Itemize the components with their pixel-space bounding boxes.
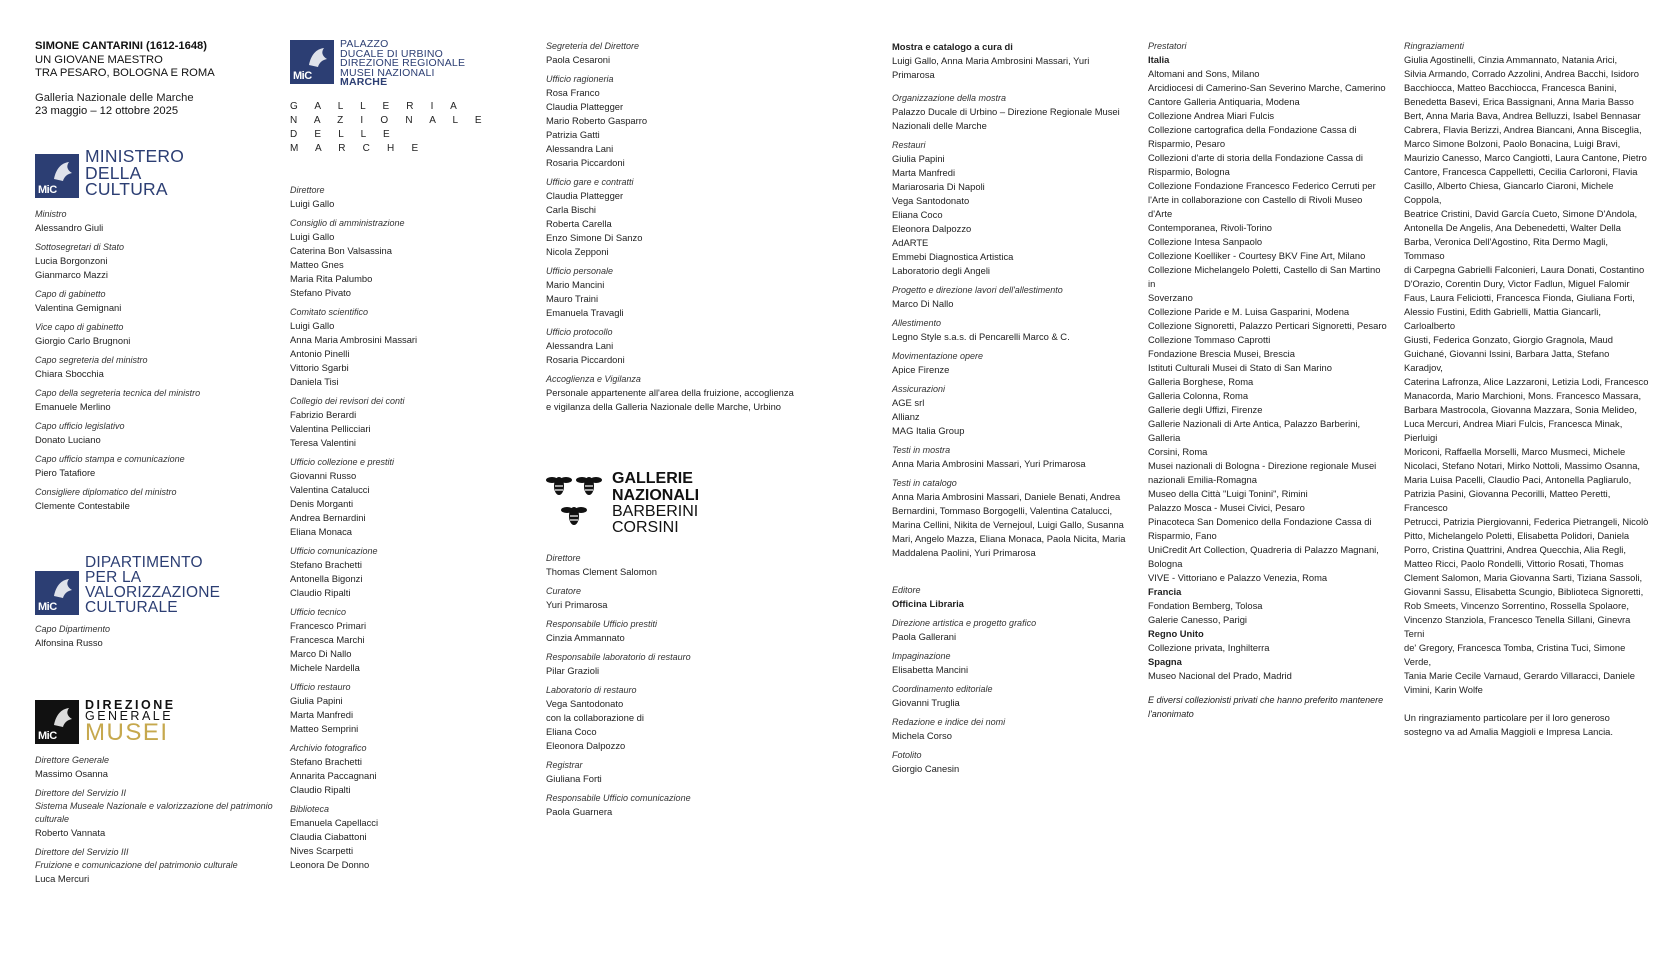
- credit-names: Piero Tatafiore: [35, 466, 96, 478]
- credit-role: Ministro: [35, 208, 67, 219]
- dgm-credits: [35, 754, 275, 886]
- credit-role: Ufficio ragioneria: [546, 74, 614, 84]
- lenders-list: Altomani and Sons, Milano Arcidiocesi di Camerino-San Severino Marche, Camerino Cantore Galleria Antiquaria, Modena Collezione Andrea Miari Fulcis Collezione cartografica della Fondazione Cassa di Risparmio, Pesaro Collezioni d'arte di storia della Fondazione Cassa di Risparmio, Bologna Collezione Fondazione Francesco Federico Cerruti per l'Arte in collaborazione con Castello di Rivoli Museo d'Arte Contemporanea, Rivoli-Torino Collezione Intesa Sanpaolo Collezione Koelliker - Courtesy BKV Fine Art, Milano Collezione Michelangelo Poletti, Castello di San Martino in Soverzano Collezione Paride e M. Luisa Gasparini, Modena Collezione Signoretti, Palazzo Perticari Signoretti, Pesaro Collezione Tommaso Caprotti Fondazione Brescia Musei, Brescia Istituti Culturali Musei di Stato di San Marino Galleria Borghese, Roma Galleria Colonna, Roma Gallerie degli Uffizi, Firenze Gallerie Nazionali di Arte Antica, Palazzo Barberini, Galleria Corsini, Roma Musei nazionali di Bologna - Direzione regionale Musei nazionali Emilia-Romagna Museo della Città "Luigi Tonini", Rimini Palazzo Mosca - Musei Civici, Pesaro Pinacoteca San Domenico della Fondazione Cassa di Risparmio, Fano UniCredit Art Collection, Quadreria di Palazzo Magnani, Bologna VIVE - Vittoriano e Palazzo Venezia, Roma: [1148, 68, 1387, 583]
- gallerie-nazionali-logo: [546, 470, 806, 536]
- credit-names: Luigi Gallo Anna Maria Ambrosini Massari Antonio Pinelli Vittorio Sgarbi Daniela Tisi: [290, 319, 418, 387]
- credit-role: Redazione e indice dei nomi: [892, 717, 1006, 727]
- direzione-generale-musei-logo: [35, 697, 275, 746]
- credit-names: Giorgio Carlo Brugnoni: [35, 334, 131, 346]
- logo-word: PALAZZO: [340, 38, 389, 50]
- logo-word: MUSEI NAZIONALI: [340, 66, 435, 79]
- credit-role: Segreteria del Direttore: [546, 41, 640, 51]
- gallerie-credits: [546, 552, 806, 819]
- logo-word: DIPARTIMENTO: [85, 553, 203, 571]
- logo-word: DELLA: [85, 162, 142, 183]
- credit-names: Emanuela Capellacci Claudia Ciabattoni Nives Scarpetti Leonora De Donno: [290, 816, 379, 870]
- exhibition-credits: [892, 92, 1132, 560]
- lenders-heading: Prestatori: [1148, 41, 1187, 51]
- credit-names: Alessandro Giuli: [35, 221, 104, 233]
- credit-role: Editore: [892, 585, 921, 595]
- credit-names: Legno Style s.a.s. di Pencarelli Marco & C.: [892, 331, 1070, 342]
- credit-names: Personale appartenente all'area della fruizione, accoglienza e vigilanza della Galleria Nazionale delle Marche, Urbino: [546, 387, 794, 412]
- credit-names: Elisabetta Mancini: [892, 664, 969, 675]
- credit-names: Yuri Primarosa: [546, 599, 608, 610]
- logo-word: DUCALE DI URBINO: [340, 47, 443, 60]
- office-credits: [546, 40, 806, 414]
- logo-word: GALLERIE: [612, 470, 693, 487]
- logo-word: CORSINI: [612, 519, 679, 536]
- credit-names: Anna Maria Ambrosini Massari, Yuri Primarosa: [892, 458, 1086, 469]
- credit-names: Valentina Gemignani: [35, 301, 122, 313]
- logo-word: NAZIONALI: [612, 487, 700, 504]
- credit-role: Comitato scientifico: [290, 306, 369, 317]
- credit-role: Ufficio restauro: [290, 681, 351, 692]
- credit-names: Vega Santodonato con la collaborazione di Eliana Coco Eleonora Dalpozzo: [546, 698, 644, 751]
- publisher-name: Officina Libraria: [892, 598, 964, 609]
- credit-role: Registrar: [546, 760, 583, 770]
- credit-role: Restauri: [892, 140, 926, 150]
- title-line: TRA PESARO, BOLOGNA E ROMA: [35, 67, 215, 79]
- credit-role: Responsabile Ufficio prestiti: [546, 619, 658, 629]
- lenders-list: Museo Nacional del Prado, Madrid: [1148, 670, 1292, 681]
- credit-role: Consiglio di amministrazione: [290, 217, 405, 228]
- special-thanks: Un ringraziamento particolare per il loro generoso sostegno va ad Amalia Maggioli e Impresa Lancia.: [1404, 712, 1613, 737]
- credit-names: Luigi Gallo: [290, 197, 335, 209]
- column-exhibition: [892, 40, 1132, 782]
- credit-role: Coordinamento editoriale: [892, 684, 993, 694]
- credit-role: Archivio fotografico: [290, 742, 367, 753]
- credit-names: Anna Maria Ambrosini Massari, Daniele Benati, Andrea Bernardini, Tommaso Borgogelli, Valentina Catalucci, Marina Cellini, Nikita de Vernejoul, Luigi Gallo, Susanna Mari, Angelo Mazza, Eliana Monaca, Paola Nicita, Maria Maddalena Paolini, Yuri Primarosa: [892, 491, 1126, 558]
- credit-role: Impaginazione: [892, 651, 951, 661]
- dipartimento-credits: [35, 623, 275, 650]
- credit-role: Responsabile Ufficio comunicazione: [546, 793, 691, 803]
- dipartimento-valorizzazione-logo: [35, 555, 275, 615]
- column-acknowledgements: [1404, 40, 1649, 739]
- credit-names: Giorgio Canesin: [892, 763, 960, 774]
- credit-role: Capo ufficio legislativo: [35, 420, 125, 431]
- credit-role: Ufficio comunicazione: [290, 545, 378, 556]
- ministero-cultura-logo: [35, 148, 275, 198]
- credit-role: Responsabile laboratorio di restauro: [546, 652, 691, 662]
- credit-role: Capo ufficio stampa e comunicazione: [35, 453, 185, 464]
- mic-emblem-icon: MiC: [35, 154, 79, 198]
- credit-role: Ufficio collezione e prestiti: [290, 456, 395, 467]
- mic-emblem-icon: MiC: [35, 700, 79, 744]
- logo-word: BARBERINI: [612, 503, 699, 520]
- credit-role: Direttore: [546, 553, 581, 563]
- credit-names: Giovanni Truglia: [892, 697, 960, 708]
- credit-names: Donato Luciano: [35, 433, 101, 445]
- credit-names: Lucia Borgonzoni Gianmarco Mazzi: [35, 254, 108, 280]
- title-line: UN GIOVANE MAESTRO: [35, 53, 163, 66]
- credit-names: Giuliana Forti: [546, 773, 602, 784]
- credit-role: Direttore del Servizio III Fruizione e comunicazione del patrimonio culturale: [35, 846, 238, 870]
- credit-role: Ufficio tecnico: [290, 606, 347, 617]
- credit-role: Capo Dipartimento: [35, 623, 111, 634]
- mic-emblem-icon: MiC: [290, 40, 334, 84]
- exhibition-title: [35, 40, 275, 81]
- credit-role: Assicurazioni: [892, 384, 946, 394]
- country-heading: Spagna: [1148, 656, 1182, 667]
- logo-word: CULTURALE: [85, 598, 178, 616]
- credit-names: Giovanni Russo Valentina Catalucci Denis Morganti Andrea Bernardini Eliana Monaca: [290, 469, 370, 537]
- palazzo-ducale-logo: [290, 40, 520, 88]
- credit-names: Giulia Papini Marta Manfredi Mariarosaria Di Napoli Vega Santodonato Eliana Coco Eleonora Dalpozzo AdARTE Emmebi Diagnostica Artistica Laboratorio degli Angeli: [892, 153, 1014, 276]
- galleria-nazionale-marche-wordmark: G A L L E R I A N A Z I O N A L E D E L L E M A R C H E: [290, 100, 489, 154]
- galleria-credits: [290, 184, 520, 872]
- credit-role: Ufficio gare e contratti: [546, 177, 634, 187]
- barberini-bees-icon: [546, 470, 604, 534]
- logo-word: PER LA VALORIZZAZIONE: [85, 568, 221, 601]
- credit-names: Fabrizio Berardi Valentina Pellicciari Teresa Valentini: [290, 408, 371, 448]
- credit-names: AGE srl Allianz MAG Italia Group: [892, 397, 965, 436]
- credit-names: Rosa Franco Claudia Plattegger Mario Roberto Gasparro Patrizia Gatti Alessandra Lani Rosaria Piccardoni: [546, 87, 648, 168]
- credit-names: Chiara Sbocchia: [35, 367, 104, 379]
- credit-names: Marco Di Nallo: [892, 298, 954, 309]
- credit-names: Palazzo Ducale di Urbino – Direzione Regionale Musei Nazionali delle Marche: [892, 106, 1120, 131]
- logo-word: MINISTERO: [85, 146, 185, 166]
- credit-names: Luigi Gallo Caterina Bon Valsassina Matteo Gnes Maria Rita Palumbo Stefano Pivato: [290, 230, 392, 298]
- credit-role: Testi in catalogo: [892, 478, 957, 488]
- mic-emblem-icon: MiC: [35, 571, 79, 615]
- credit-names: Alessandra Lani Rosaria Piccardoni: [546, 340, 625, 365]
- credit-names: Mario Mancini Mauro Traini Emanuela Travagli: [546, 279, 624, 318]
- logo-word: DIREZIONE REGIONALE: [340, 57, 466, 69]
- credit-names: Luca Mercuri: [35, 872, 90, 884]
- column-galleria: [290, 40, 520, 878]
- title-line: SIMONE CANTARINI (1612-1648): [35, 40, 207, 52]
- credit-role: Ufficio personale: [546, 266, 614, 276]
- credit-role: Collegio dei revisori dei conti: [290, 395, 405, 406]
- credit-role: Accoglienza e Vigilanza: [546, 374, 641, 384]
- credit-role: Direzione artistica e progetto grafico: [892, 618, 1037, 628]
- column-ministry: [35, 40, 275, 892]
- logo-word: MUSEI: [85, 718, 169, 746]
- credit-role: Fotolito: [892, 750, 922, 760]
- credit-names: Massimo Osanna: [35, 767, 108, 779]
- credit-names: Alfonsina Russo: [35, 636, 103, 648]
- credit-names: Michela Corso: [892, 730, 952, 741]
- lenders-list: Collezione privata, Inghilterra: [1148, 642, 1270, 653]
- venue: Galleria Nazionale delle Marche: [35, 91, 194, 104]
- credit-names: Roberto Vannata: [35, 826, 106, 838]
- credit-names: Giulia Papini Marta Manfredi Matteo Semprini: [290, 694, 359, 734]
- acknowledgements-heading: Ringraziamenti: [1404, 41, 1465, 51]
- credit-names: Stefano Brachetti Antonella Bigonzi Claudio Ripalti: [290, 558, 363, 598]
- credit-names: Emanuele Merlino: [35, 400, 111, 412]
- credit-names: Clemente Contestabile: [35, 499, 130, 511]
- credit-role: Curatore: [546, 586, 582, 596]
- credit-role: Consigliere diplomatico del ministro: [35, 486, 177, 497]
- credit-role: Direttore Generale: [35, 754, 110, 765]
- acknowledgements-list: Giulia Agostinelli, Cinzia Ammannato, Natania Arici, Silvia Armando, Corrado Azzolini, Andrea Bacchi, Isidoro Bacchiocca, Matteo Bacchiocca, Francesca Banini, Benedetta Basevi, Erica Bassignani, Anna Maria Basso Bert, Anna Maria Bava, Andrea Belluzzi, Isabel Bennasar Cabrera, Flavia Berizzi, Andrea Biancani, Anna Bisceglia, Marco Simone Bolzoni, Paolo Bonacina, Luigi Bravi, Maurizio Canesso, Marco Cangiotti, Laura Cantone, Pietro Cantore, Francesca Cappelletti, Cecilia Carloroni, Flavia Casillo, Alberto Chiesa, Giancarlo Ciaroni, Michele Coppola, Beatrice Cristini, David García Cueto, Simone D'Andola, Antonella De Angelis, Ana Debenedetti, Walter Della Barba, Veronica Dell'Agostino, Rita Dermo Magli, Tommaso di Carpegna Gabrielli Falconieri, Laura Donati, Costantino D'Orazio, Corentin Dury, Victor Fadlun, Miguel Falomir Faus, Laura Feliciotti, Francesca Fionda, Giuliana Forti, Alessio Fustini, Edith Gabrielli, Mattia Giancarli, Carloalberto Giusti, Federica Gonzato, Giorgio Gragnola, Maud Guichané, Giovanni Issini, Barbara Jatta, Stefano Karadjov, Caterina Lafronza, Alice Lazzaroni, Letizia Lodi, Francesco Manacorda, Mario Marchioni, Mons. Francesco Massara, Barbara Mastrocola, Giovanna Mazzara, Sonia Melideo, Luca Mercuri, Andrea Miari Fulcis, Francesca Minak, Pierluigi Moriconi, Raffaella Morselli, Marco Musmeci, Michele Nicolaci, Stefano Notari, Mirko Nottoli, Massimo Osanna, Maria Luisa Pacelli, Claudio Paci, Antonella Pagliarulo, Patrizia Pasini, Giovanna Pecorilli, Matteo Peretti, Francesco Petrucci, Patrizia Piergiovanni, Federica Pietrangeli, Nicolò Pitto, Michelangelo Poletti, Elisabetta Polidori, Daniela Porro, Cristina Quattrini, Andrea Quecchia, Alia Regli, Matteo Ricci, Paolo Rondelli, Vittorio Rosati, Thomas Clement Salomon, Maria Giovanna Sarti, Tiziana Sassoli, Giovanni Sassu, Elisabetta Scungio, Biblioteca Signoretti, Rob Smeets, Vincenzo Sorrentino, Rossella Spolaore, Vincenzo Stanziola, Francesco Tenella Sillani, Ginevra Terni de' Gregory, Francesca Tomba, Cristina Tuci, Simone Verde, Tania Marie Cecile Varnaud, Gerardo Villaracci, Daniele Vimini, Karin Wolfe: [1404, 54, 1649, 695]
- column-lenders: [1148, 40, 1388, 721]
- logo-word: GENERALE: [85, 708, 174, 723]
- credit-names: Pilar Grazioli: [546, 665, 600, 676]
- credit-role: Testi in mostra: [892, 445, 951, 455]
- curators-heading: Mostra e catalogo a cura di: [892, 41, 1013, 52]
- lenders-list: Fondation Bemberg, Tolosa Galerie Canesso, Parigi: [1148, 600, 1263, 625]
- credit-role: Allestimento: [892, 318, 942, 328]
- credit-role: Progetto e direzione lavori dell'allestimento: [892, 285, 1063, 295]
- curators-names: Luigi Gallo, Anna Maria Ambrosini Massari, Yuri Primarosa: [892, 55, 1090, 80]
- credit-role: Capo della segreteria tecnica del ministro: [35, 387, 201, 398]
- credit-names: Thomas Clement Salomon: [546, 566, 657, 577]
- exhibition-dates: 23 maggio – 12 ottobre 2025: [35, 104, 179, 117]
- catalogue-credits: [892, 617, 1132, 776]
- country-heading: Francia: [1148, 586, 1182, 597]
- credit-names: Cinzia Ammannato: [546, 632, 625, 643]
- credit-names: Claudia Plattegger Carla Bischi Roberta Carella Enzo Simone Di Sanzo Nicola Zepponi: [546, 190, 643, 257]
- private-collectors-note: E diversi collezionisti privati che hanno preferito mantenere l'anonimato: [1148, 695, 1384, 719]
- logo-word: CULTURA: [85, 179, 168, 199]
- credit-role: Direttore del Servizio II Sistema Museale Nazionale e valorizzazione del patrimonio culturale: [35, 787, 273, 824]
- credit-role: Capo di gabinetto: [35, 288, 106, 299]
- credit-names: Paola Gallerani: [892, 631, 957, 642]
- credit-role: Capo segreteria del ministro: [35, 354, 148, 365]
- ministry-credits: [35, 208, 275, 513]
- credit-role: Movimentazione opere: [892, 351, 984, 361]
- country-heading: Italia: [1148, 54, 1170, 65]
- credit-names: Stefano Brachetti Annarita Paccagnani Claudio Ripalti: [290, 755, 377, 795]
- credit-names: Paola Guarnera: [546, 806, 613, 817]
- credit-role: Direttore: [290, 184, 325, 195]
- logo-word: DIREZIONE: [85, 697, 176, 712]
- credit-names: Paola Cesaroni: [546, 54, 611, 65]
- credit-role: Organizzazione della mostra: [892, 93, 1007, 103]
- credit-role: Ufficio protocollo: [546, 327, 613, 337]
- credit-names: Francesco Primari Francesca Marchi Marco Di Nallo Michele Nardella: [290, 619, 367, 673]
- column-offices: [546, 40, 806, 825]
- country-heading: Regno Unito: [1148, 628, 1204, 639]
- credit-role: Vice capo di gabinetto: [35, 321, 124, 332]
- credit-role: Sottosegretari di Stato: [35, 241, 125, 252]
- credit-names: Apice Firenze: [892, 364, 950, 375]
- logo-word: MARCHE: [340, 76, 388, 88]
- credit-role: Laboratorio di restauro: [546, 685, 637, 695]
- credit-role: Biblioteca: [290, 803, 330, 814]
